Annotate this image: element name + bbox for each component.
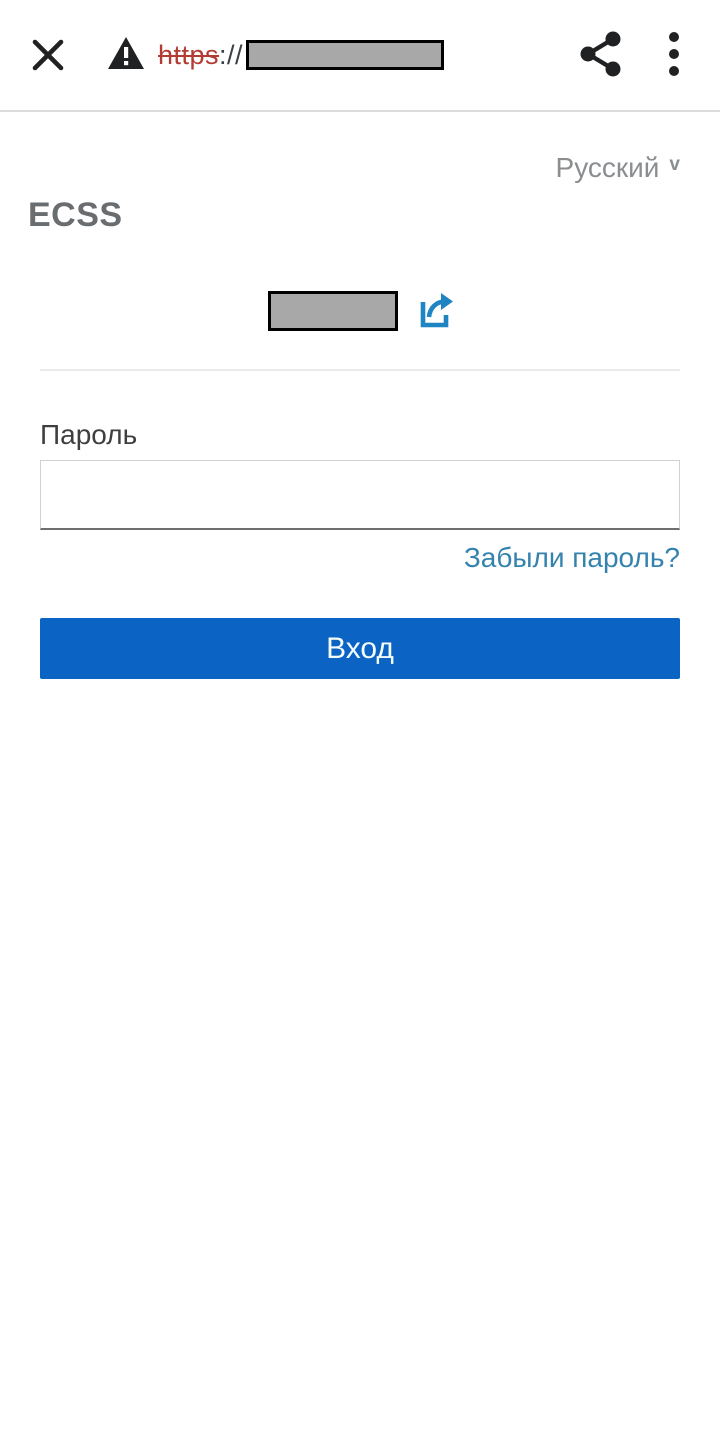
language-selector[interactable] xyxy=(556,152,680,184)
password-input[interactable] xyxy=(40,460,680,530)
share-button[interactable] xyxy=(580,31,622,80)
forgot-password-link[interactable]: Забыли пароль? xyxy=(463,542,680,573)
warning-triangle-icon xyxy=(107,36,145,75)
share-icon xyxy=(580,31,622,80)
close-icon xyxy=(31,38,65,72)
section-divider xyxy=(40,369,680,371)
language-row xyxy=(40,152,680,184)
close-button[interactable] xyxy=(31,38,65,72)
login-button[interactable]: Вход xyxy=(40,618,680,679)
url-host-redacted-box xyxy=(246,40,444,70)
password-label: Пароль xyxy=(40,419,138,450)
url-separator: :// xyxy=(219,39,244,70)
overflow-menu-button[interactable] xyxy=(668,30,680,81)
browser-top-bar xyxy=(0,0,720,112)
ecss-logo: ECSS xyxy=(28,196,123,234)
security-warning-button[interactable] xyxy=(107,36,145,75)
username-row xyxy=(40,291,680,331)
language-label: Русский xyxy=(555,152,660,183)
url-bar xyxy=(158,40,444,71)
chevron-down-icon: v xyxy=(669,154,680,175)
switch-account-button[interactable] xyxy=(419,293,453,329)
forgot-password-row xyxy=(40,542,680,574)
username-redacted-box xyxy=(268,291,398,331)
open-external-icon xyxy=(419,293,453,329)
url-scheme-https: https xyxy=(158,39,220,70)
login-page xyxy=(0,152,720,679)
vertical-ellipsis-icon xyxy=(668,30,680,81)
